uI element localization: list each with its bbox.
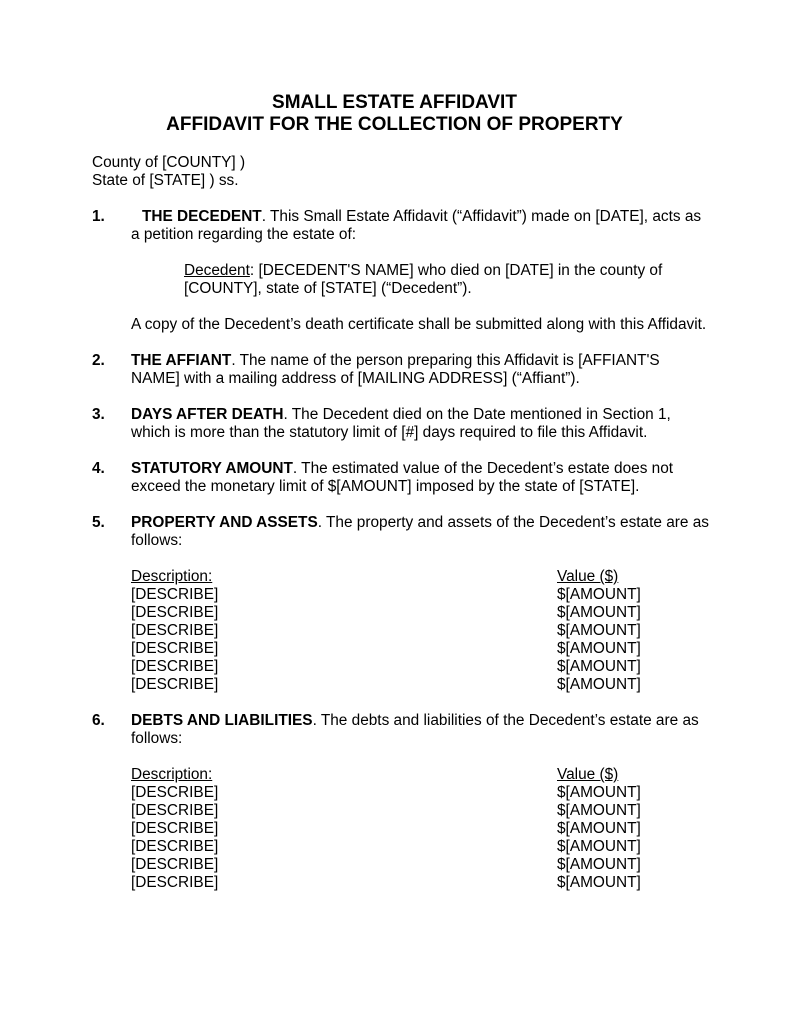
value-cell: $[AMOUNT]	[557, 820, 641, 837]
section-statutory-amount	[92, 460, 709, 496]
decedent-text: : [DECEDENT'S NAME] who died on [DATE] in the county of [COUNTY], state of [STATE] (“Decedent”).	[184, 262, 663, 297]
section-debts-and-liabilities	[92, 712, 709, 892]
section-the-affiant	[92, 352, 709, 388]
table-row	[131, 856, 709, 874]
table-row	[131, 676, 709, 694]
assets-table	[131, 568, 709, 694]
table-row	[131, 586, 709, 604]
section-body-text: . The name of the person preparing this Affidavit is [AFFIANT'S NAME] with a mailing address of [MAILING ADDRESS] (“Affiant”).	[131, 352, 660, 387]
value-cell: $[AMOUNT]	[557, 676, 641, 693]
section-number: 2.	[92, 352, 105, 369]
section-paragraph	[131, 208, 709, 244]
value-cell: $[AMOUNT]	[557, 874, 641, 891]
section-heading: DAYS AFTER DEATH	[131, 406, 284, 423]
description-header: Description:	[131, 766, 213, 783]
section-paragraph	[131, 352, 709, 388]
section-heading: PROPERTY AND ASSETS	[131, 514, 318, 531]
description-cell: [DESCRIBE]	[131, 676, 219, 693]
description-cell: [DESCRIBE]	[131, 640, 219, 657]
table-row	[131, 874, 709, 892]
section-body-text: . The debts and liabilities of the Decedent’s estate are as follows:	[131, 712, 699, 747]
document-title	[92, 92, 697, 136]
value-cell: $[AMOUNT]	[557, 622, 641, 639]
value-cell: $[AMOUNT]	[557, 640, 641, 657]
table-row	[131, 640, 709, 658]
value-cell: $[AMOUNT]	[557, 658, 641, 675]
table-row	[131, 784, 709, 802]
section-days-after-death	[92, 406, 709, 442]
description-cell: [DESCRIBE]	[131, 820, 219, 837]
table-row	[131, 838, 709, 856]
state-line: State of [STATE] ) ss.	[92, 172, 239, 189]
section-number: 1.	[92, 208, 105, 225]
document-body	[92, 92, 709, 892]
section-the-decedent	[92, 208, 709, 334]
section-number: 5.	[92, 514, 105, 531]
title-line-1: SMALL ESTATE AFFIDAVIT	[272, 92, 517, 113]
section-number: 3.	[92, 406, 105, 423]
section-body-text: . The Decedent died on the Date mentioned in Section 1, which is more than the statutory limit of [#] days required to file this Affidavit.	[131, 406, 671, 441]
description-cell: [DESCRIBE]	[131, 874, 219, 891]
county-line: County of [COUNTY] )	[92, 154, 246, 171]
table-row	[131, 622, 709, 640]
value-header: Value ($)	[557, 568, 619, 585]
table-row	[131, 658, 709, 676]
value-cell: $[AMOUNT]	[557, 604, 641, 621]
description-cell: [DESCRIBE]	[131, 604, 219, 621]
section-property-and-assets	[92, 514, 709, 694]
description-cell: [DESCRIBE]	[131, 802, 219, 819]
section-heading: THE AFFIANT	[131, 352, 232, 369]
description-cell: [DESCRIBE]	[131, 838, 219, 855]
description-cell: [DESCRIBE]	[131, 586, 219, 603]
section-paragraph	[131, 406, 709, 442]
value-header: Value ($)	[557, 766, 619, 783]
table-row	[131, 604, 709, 622]
description-cell: [DESCRIBE]	[131, 784, 219, 801]
description-cell: [DESCRIBE]	[131, 856, 219, 873]
description-header: Description:	[131, 568, 213, 585]
description-cell: [DESCRIBE]	[131, 622, 219, 639]
value-cell: $[AMOUNT]	[557, 838, 641, 855]
section-number: 6.	[92, 712, 105, 729]
debts-table	[131, 766, 709, 892]
value-cell: $[AMOUNT]	[557, 586, 641, 603]
death-certificate-note: A copy of the Decedent’s death certificate shall be submitted along with this Affidavit.	[131, 316, 707, 333]
value-cell: $[AMOUNT]	[557, 856, 641, 873]
section-paragraph	[131, 514, 709, 550]
section-body-text: . This Small Estate Affidavit (“Affidavit”) made on [DATE], acts as a petition regarding the estate of:	[131, 208, 702, 243]
section-body-text: . The property and assets of the Decedent’s estate are as follows:	[131, 514, 709, 549]
decedent-label: Decedent	[184, 262, 250, 279]
section-paragraph	[131, 460, 709, 496]
table-row	[131, 820, 709, 838]
value-cell: $[AMOUNT]	[557, 784, 641, 801]
table-row	[131, 802, 709, 820]
description-cell: [DESCRIBE]	[131, 658, 219, 675]
section-heading: DEBTS AND LIABILITIES	[131, 712, 313, 729]
decedent-paragraph	[184, 262, 709, 298]
table-header-row	[131, 568, 709, 586]
section-number: 4.	[92, 460, 105, 477]
title-line-2: AFFIDAVIT FOR THE COLLECTION OF PROPERTY	[166, 114, 623, 135]
venue-block	[92, 154, 697, 190]
table-header-row	[131, 766, 709, 784]
section-paragraph	[131, 712, 709, 748]
value-cell: $[AMOUNT]	[557, 802, 641, 819]
section-heading: STATUTORY AMOUNT	[131, 460, 293, 477]
section-heading: THE DECEDENT	[142, 208, 262, 225]
section-body-text: . The estimated value of the Decedent’s estate does not exceed the monetary limit of $[AMOUNT] imposed by the state of [STATE].	[131, 460, 674, 495]
